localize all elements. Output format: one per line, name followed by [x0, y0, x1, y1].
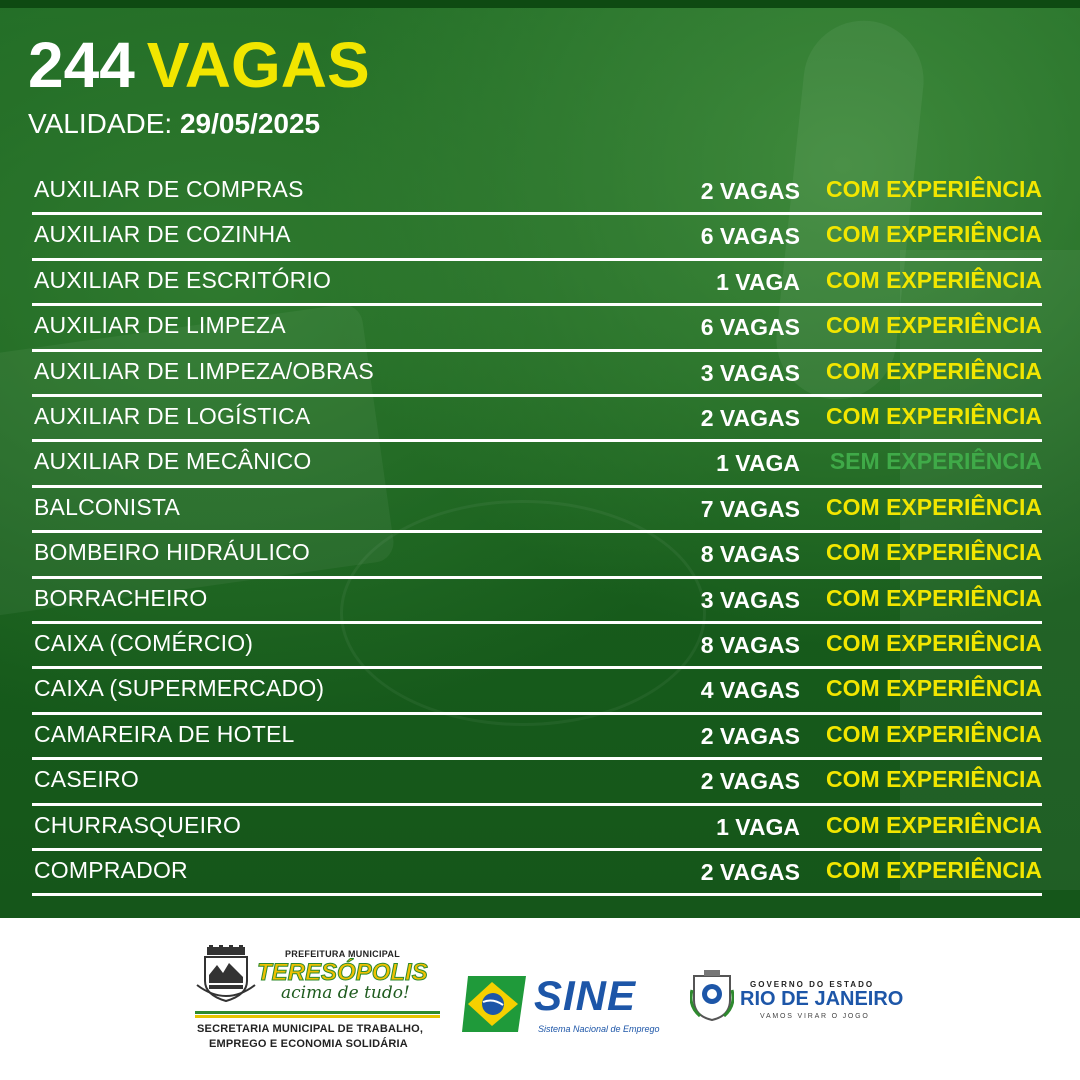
- job-vacancy-count: 6 VAGAS: [700, 223, 800, 250]
- job-row: [30, 669, 1044, 714]
- job-vacancy-count: 3 VAGAS: [700, 586, 800, 613]
- job-vacancy-count: 8 VAGAS: [700, 541, 800, 568]
- job-row: [30, 306, 1044, 351]
- rio-governo-label: GOVERNO DO ESTADO: [750, 980, 875, 989]
- job-experience-requirement: COM EXPERIÊNCIA: [826, 675, 1042, 702]
- rio-name: RIO DE JANEIRO: [740, 988, 904, 1010]
- validity-date: 29/05/2025: [179, 108, 321, 139]
- job-row: [30, 215, 1044, 260]
- total-vacancies-count: 244: [28, 29, 135, 101]
- job-vacancy-count: 1 VAGA: [716, 268, 800, 295]
- job-title: AUXILIAR DE COZINHA: [34, 221, 291, 248]
- job-title: CAIXA (COMÉRCIO): [34, 630, 254, 656]
- job-vacancy-count: 2 VAGAS: [700, 178, 800, 204]
- job-experience-requirement: COM EXPERIÊNCIA: [826, 312, 1042, 339]
- job-row: [30, 261, 1044, 306]
- job-experience-requirement: SEM EXPERIÊNCIA: [829, 448, 1042, 475]
- job-title: AUXILIAR DE ESCRITÓRIO: [34, 266, 332, 293]
- job-experience-requirement: COM EXPERIÊNCIA: [826, 539, 1042, 566]
- rio-slogan: VAMOS VIRAR O JOGO: [760, 1013, 870, 1020]
- teresopolis-green-bar: [195, 1011, 440, 1014]
- job-row: [30, 624, 1044, 669]
- job-row: [30, 488, 1044, 533]
- teresopolis-logo: [195, 945, 440, 1057]
- job-title: BOMBEIRO HIDRÁULICO: [34, 539, 311, 566]
- job-title: BALCONISTA: [34, 493, 180, 520]
- rio-de-janeiro-logo: [690, 968, 904, 1028]
- job-row: [30, 397, 1044, 442]
- job-vacancy-count: 8 VAGAS: [700, 632, 800, 658]
- rio-de-janeiro-seal-icon: [690, 970, 734, 1022]
- validity-line: [28, 108, 320, 140]
- job-title: AUXILIAR DE LIMPEZA/OBRAS: [34, 357, 374, 384]
- sine-subtitle: Sistema Nacional de Emprego: [538, 1024, 660, 1034]
- job-vacancy-count: 2 VAGAS: [700, 768, 800, 795]
- job-experience-requirement: COM EXPERIÊNCIA: [826, 176, 1042, 202]
- job-experience-requirement: COM EXPERIÊNCIA: [826, 584, 1042, 611]
- job-experience-requirement: COM EXPERIÊNCIA: [826, 493, 1042, 520]
- job-experience-requirement: COM EXPERIÊNCIA: [826, 357, 1042, 384]
- job-row: [30, 579, 1044, 624]
- validity-label: VALIDADE:: [28, 108, 173, 139]
- teresopolis-yellow-bar: [195, 1015, 440, 1018]
- job-title: CAIXA (SUPERMERCADO): [34, 675, 325, 702]
- job-title: AUXILIAR DE LIMPEZA: [34, 312, 286, 339]
- job-title: CASEIRO: [34, 766, 139, 793]
- job-experience-requirement: COM EXPERIÊNCIA: [826, 630, 1042, 656]
- job-title: BORRACHEIRO: [34, 584, 208, 611]
- brazil-flag-icon: [462, 972, 528, 1036]
- job-vacancy-count: 2 VAGAS: [700, 722, 800, 749]
- row-divider: [32, 893, 1042, 896]
- job-vacancy-count: 3 VAGAS: [700, 359, 800, 386]
- teresopolis-crest-icon: [195, 945, 257, 1003]
- job-vacancy-count: 7 VAGAS: [700, 495, 800, 522]
- job-experience-requirement: COM EXPERIÊNCIA: [826, 266, 1042, 293]
- top-bar: [0, 0, 1080, 8]
- title-word: VAGAS: [146, 29, 370, 101]
- job-row: [30, 851, 1044, 896]
- job-vacancy-count: 6 VAGAS: [700, 314, 800, 341]
- job-title: CHURRASQUEIRO: [34, 811, 242, 838]
- secretaria-line-2: EMPREGO E ECONOMIA SOLIDÁRIA: [209, 1038, 408, 1050]
- job-vacancy-count: 1 VAGA: [716, 450, 800, 477]
- teresopolis-prefeitura: PREFEITURA MUNICIPAL: [285, 949, 400, 959]
- job-experience-requirement: COM EXPERIÊNCIA: [826, 720, 1042, 747]
- job-title: COMPRADOR: [34, 857, 188, 883]
- job-row: [30, 715, 1044, 760]
- job-row: [30, 442, 1044, 487]
- job-title: CAMAREIRA DE HOTEL: [34, 720, 295, 747]
- teresopolis-name: TERESÓPOLIS: [257, 959, 428, 986]
- job-experience-requirement: COM EXPERIÊNCIA: [826, 766, 1042, 793]
- teresopolis-slogan: acima de tudo!: [281, 983, 410, 1003]
- job-title: AUXILIAR DE MECÂNICO: [34, 448, 312, 475]
- job-vacancy-count: 1 VAGA: [716, 813, 800, 840]
- job-experience-requirement: COM EXPERIÊNCIA: [826, 403, 1042, 429]
- job-vacancy-count: 2 VAGAS: [700, 859, 800, 885]
- job-title: AUXILIAR DE COMPRAS: [34, 176, 304, 202]
- job-row: [30, 352, 1044, 397]
- sine-name: SINE: [534, 972, 637, 1019]
- job-experience-requirement: COM EXPERIÊNCIA: [826, 811, 1042, 838]
- sine-logo: [462, 972, 667, 1042]
- job-vacancy-count: 2 VAGAS: [700, 405, 800, 431]
- job-vacancy-count: 4 VAGAS: [700, 677, 800, 704]
- secretaria-line-1: SECRETARIA MUNICIPAL DE TRABALHO,: [197, 1023, 424, 1035]
- job-experience-requirement: COM EXPERIÊNCIA: [826, 857, 1042, 883]
- page-title: [28, 30, 370, 100]
- job-experience-requirement: COM EXPERIÊNCIA: [826, 221, 1042, 248]
- job-row: [30, 170, 1044, 215]
- job-row: [30, 806, 1044, 851]
- job-row: [30, 533, 1044, 578]
- job-title: AUXILIAR DE LOGÍSTICA: [34, 403, 311, 429]
- job-row: [30, 760, 1044, 805]
